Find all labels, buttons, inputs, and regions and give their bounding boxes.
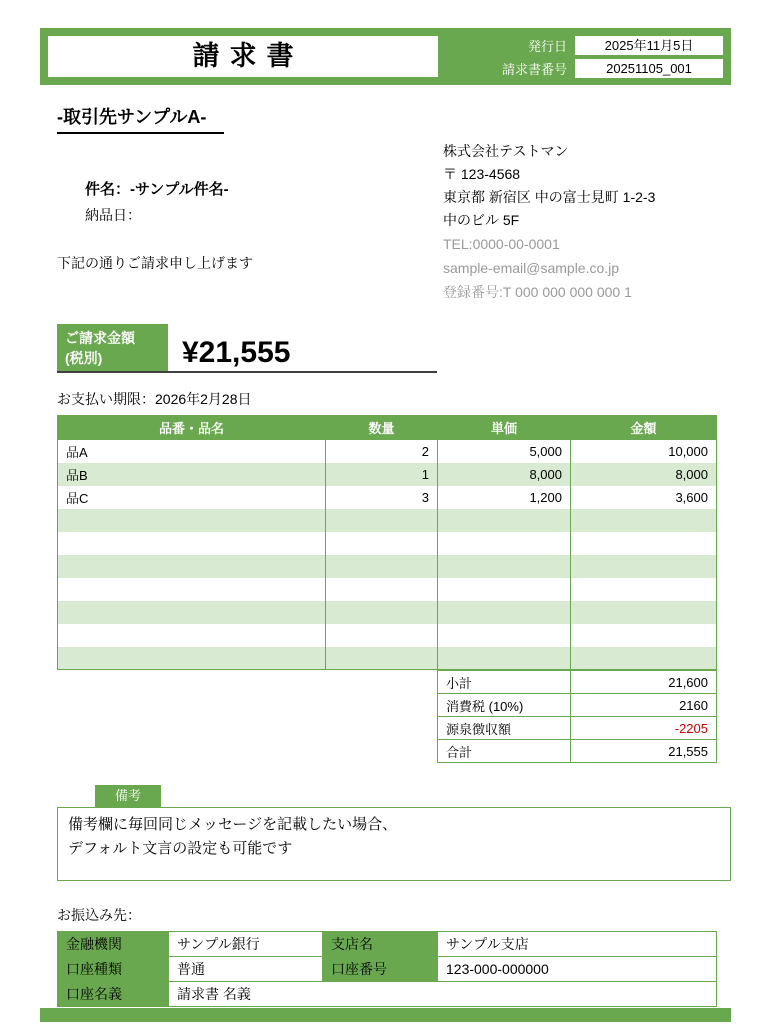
empty-item-row [58,601,717,624]
header-meta [489,36,723,78]
item-name-cell: 品A [58,440,326,463]
bank-institution-value: サンプル銀行 [169,932,323,957]
item-amount-cell: 10,000 [571,440,717,463]
empty-item-row [58,509,717,532]
bank-row [58,957,717,982]
empty-item-row [58,647,717,670]
grand-total-value: 21,555 [571,740,717,763]
item-amount-cell: 3,600 [571,486,717,509]
column-header-item-name: 品番・品名 [58,416,326,440]
item-name-cell: 品C [58,486,326,509]
items-table [57,415,717,670]
payment-deadline: お支払い期限：2026年2月28日 [57,391,252,407]
billing-amount-label-line1: ご請求金額 [65,330,135,346]
invoice-title: 請求書 [48,36,438,77]
remarks-label: 備考 [95,785,161,807]
item-row [58,486,717,509]
tax-row [438,694,717,717]
item-unit-price-cell: 8,000 [438,463,571,486]
item-quantity-cell: 1 [326,463,438,486]
issue-date-value: 2025年11月5日 [575,36,723,55]
company-postal-code: 〒 123-4568 [443,166,521,182]
item-unit-price-cell: 1,200 [438,486,571,509]
bank-account-name-label: 口座名義 [58,982,169,1007]
header-band [40,28,731,85]
billing-amount-label-line2: (税別) [65,350,103,366]
issue-date-row [489,36,723,55]
remarks-text-line1: 備考欄に毎回同じメッセージを記載したい場合、 [68,816,398,833]
remarks-section [57,785,731,881]
item-quantity-cell: 2 [326,440,438,463]
invoice-number-label: 請求書番号 [501,61,567,77]
subtotal-row [438,671,717,694]
bank-row [58,982,717,1007]
invoice-number-row [489,59,723,78]
invoice-intro [57,140,443,304]
totals-table [437,670,717,763]
billing-amount-label [57,324,168,371]
bank-account-type-value: 普通 [169,957,323,982]
item-row [58,440,717,463]
tax-label: 消費税 (10%) [438,694,571,717]
company-registration-number: 登録番号:T 000 000 000 000 1 [443,284,632,300]
empty-item-row [58,532,717,555]
subtotal-value: 21,600 [571,671,717,694]
empty-item-row [58,578,717,601]
company-name: 株式会社テストマン [443,143,569,159]
bank-account-number-label: 口座番号 [323,957,438,982]
withholding-row [438,717,717,740]
items-header-row [58,416,717,440]
company-info [443,140,655,304]
bank-table [57,931,717,1007]
bank-account-name-value: 請求書 名義 [169,982,717,1007]
billing-amount-value: ¥21,555 [182,336,291,369]
company-address-line1: 東京都 新宿区 中の富士見町 1-2-3 [443,189,656,205]
remarks-text-line2: デフォルト文言の設定も可能です [68,840,293,857]
subtotal-label: 小計 [438,671,571,694]
item-unit-price-cell: 5,000 [438,440,571,463]
item-row [58,463,717,486]
bank-branch-label: 支店名 [323,932,438,957]
bank-branch-value: サンプル支店 [438,932,717,957]
grand-total-row [438,740,717,763]
issue-date-label: 発行日 [527,38,567,54]
bank-account-number-value: 123-000-000000 [438,957,717,982]
info-section [40,140,731,304]
tax-value: 2160 [571,694,717,717]
company-address-line2: 中のビル 5F [443,212,520,228]
greeting-line: 下記の通りご請求申し上げます [57,255,253,271]
item-name-cell: 品B [58,463,326,486]
withholding-label: 源泉徴収額 [438,717,571,740]
column-header-unit-price: 単価 [438,416,571,440]
bank-institution-label: 金融機関 [58,932,169,957]
bank-row [58,932,717,957]
delivery-date-line: 納品日： [85,207,141,223]
remarks-box [57,807,731,881]
invoice-number-value: 20251105_001 [575,59,723,78]
bank-account-type-label: 口座種類 [58,957,169,982]
empty-item-row [58,555,717,578]
withholding-value: -2205 [571,717,717,740]
client-name: -取引先サンプルA- [57,103,224,134]
grand-total-label: 合計 [438,740,571,763]
item-amount-cell: 8,000 [571,463,717,486]
empty-item-row [58,624,717,647]
billing-amount-row [57,324,437,373]
column-header-amount: 金額 [571,416,717,440]
company-email: sample-email@sample.co.jp [443,260,620,276]
subject-line: 件名：-サンプル件名- [85,181,229,198]
bank-section-title: お振込み先： [57,907,141,923]
item-quantity-cell: 3 [326,486,438,509]
column-header-quantity: 数量 [326,416,438,440]
footer-band [40,1008,731,1022]
company-tel: TEL:0000-00-0001 [443,236,560,252]
